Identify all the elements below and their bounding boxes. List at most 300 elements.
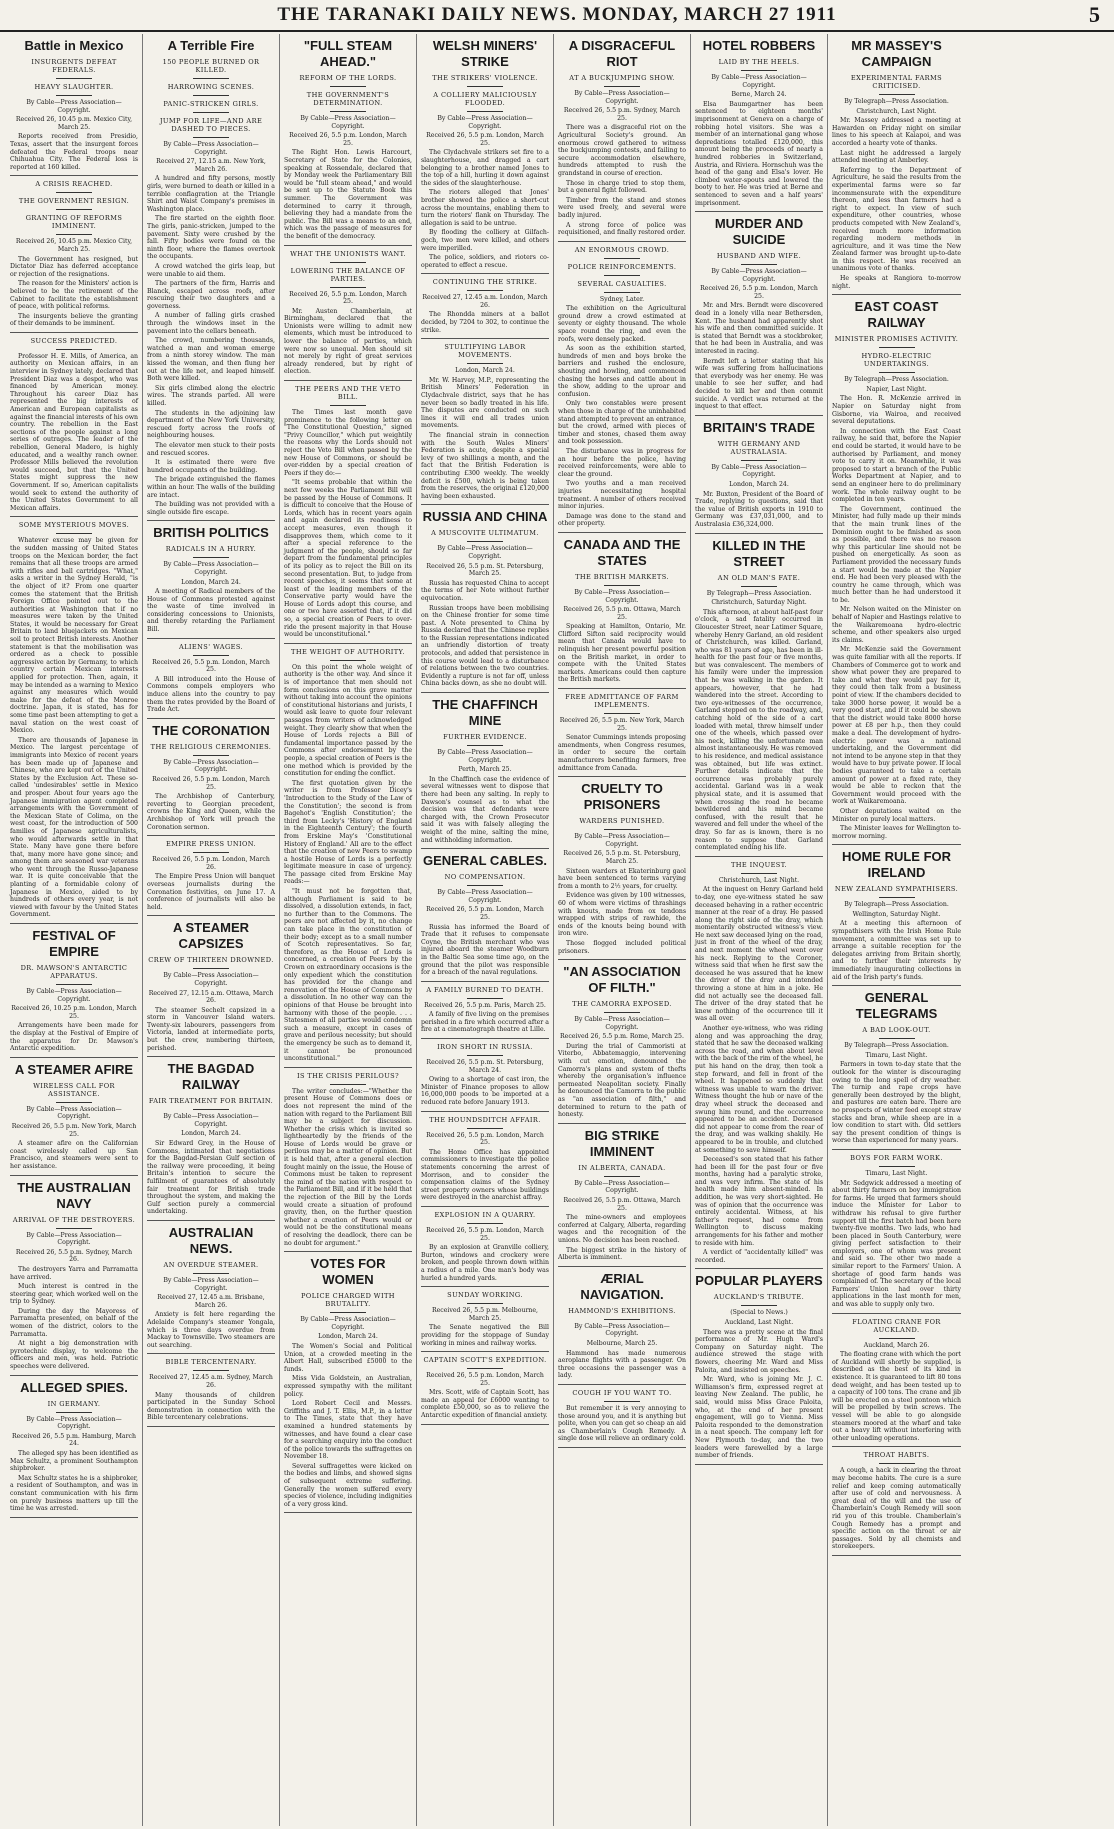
- newspaper-title: THE TARANAKI DAILY NEWS. MONDAY, MARCH 27 1911: [277, 4, 837, 25]
- subheading-rule: [56, 209, 92, 210]
- article-paragraph: Russia has informed the Board of Trade that it refuses to compensate Coyne, the British merchant who was injured aboard the steamer Woodburn in the Baltic Sea some time ago, on the ground that the pilot was responsible for a breach of the naval regulations.: [421, 923, 549, 977]
- article-divider: [10, 1175, 138, 1176]
- article: [695, 861, 823, 1270]
- article-subheading: FAIR TREATMENT FOR BRITAIN.: [148, 1097, 274, 1106]
- article-paragraph: Senator Cummings intends proposing amendments, when Congress resumes, in order to secure the certain manufacturers benefiting farmers, free admittance from Canada.: [558, 734, 686, 772]
- article-dateline: London, March 24.: [729, 480, 789, 488]
- article-paragraph: It is estimated there were five hundred occupants of the building.: [147, 459, 275, 474]
- article-credit: By Telegraph—Press Association.: [706, 589, 812, 597]
- article: [421, 509, 549, 693]
- article-dateline: Received 26, 5.5 p.m. London, March 25.: [426, 1226, 544, 1242]
- article-paragraph: At a meeting this afternoon of sympathisers with the Irish Home Rule movement, a committee was set up to arrange a suitable reception for the delegates arriving from Britain shortly, and to further their interests by immediately inaugurating collections in aid of the Irish party's funds.: [832, 920, 961, 981]
- article-credit: By Telegraph—Press Association.: [844, 376, 949, 384]
- article-paragraph: The Rhondda miners at a ballot decided, by 7204 to 302, to continue the strike.: [421, 311, 549, 334]
- article-divider: [695, 533, 823, 534]
- article-dateline: Received 26, 5.5 p.m. New York, March 25.: [559, 717, 685, 732]
- subheading-rule: [604, 258, 640, 259]
- subheading-rule: [193, 557, 229, 558]
- article-paragraph: The steamer Sechelt capsized in a storm in Vancouver Island waters. Twenty-six labourers, passengers from Victoria, landed at intermediate ports, but the crew, numbering thirteen, perished.: [147, 1006, 275, 1052]
- article-subheading: NO COMPENSATION.: [444, 873, 526, 882]
- article-paragraph: The building was not provided with a single outside fire escape.: [147, 501, 275, 516]
- article-paragraph: The insurgents believe the granting of their demands to be imminent.: [10, 312, 138, 328]
- article-dateline: Sydney, Later.: [599, 295, 645, 303]
- article-divider: [10, 923, 138, 924]
- article-paragraph: Whatever excuse may be given for the sudden massing of United States troops on the Mexican border, the fact remains that all these troops are armed with rifles and ball cartridges. "What," asks a writer in the Sydney Herald, "is the object of it? From one quarter comes the statement that the British Foreign Office pointed out to the authorities at Washington that if no measures were taken by the United States, it would be necessary for Great Britain to land bluejackets on Mexican soil to protect British interests. Another statement is that the mobilisation was ordered as a check to possible aggressive action by Germany, to which country certain Mexican interests applied for protection. Then, again, it may be intended as a warning to Mexico against any measures which would make for the defeat of the Monroe doctrine. Japan, it is stated, has for some time past been attempting to get a naval station on the west coast of Mexico.: [10, 537, 138, 735]
- article: [147, 643, 275, 719]
- article-subheading: COUGH IF YOU WANT TO.: [572, 1388, 672, 1397]
- article-subheading: CAPTAIN SCOTT'S EXPEDITION.: [423, 1356, 547, 1365]
- article-subheading: THROAT HABITS.: [863, 1451, 930, 1460]
- article-subheading: HEAVY SLAUGHTER.: [34, 83, 114, 91]
- article-subheading: WIRELESS CALL FOR ASSISTANCE.: [33, 1081, 115, 1098]
- subheading-rule: [741, 264, 777, 265]
- article-paragraph: Mr. McKenzie said the Government was quite familiar with all the reports. If Chambers of Commerce got to work and show what power they are prepared to take and what they would pay for it, they could then talk from a business point of view. If the chambers decided to take 3000 horse power, it would be a very good start, and if it could be shown that the district would take 8000 horse power at £8 per h.p., then they could make a deal. The development of hydro-electric power was a national undertaking, and the Government did not intend to be anyone step in that they would have to buy private power. If local bodies guaranteed to take a certain amount of power at a fixed rate, they would be able to reckon that the Government would proceed with the work at Waikaremoana.: [832, 646, 961, 806]
- article-dateline: Auckland, Last Night.: [724, 1319, 794, 1326]
- article-dateline: Received 26, 10.45 p.m. Mexico City, March 25.: [15, 116, 133, 131]
- article-paragraph: A verdict of "accidentally killed" was recorded.: [695, 1249, 823, 1264]
- article-paragraph: Elsa Baumgartner has been sentenced to eighteen months' imprisonment at Geneva on a charge of robbing hotel visitors. She was a member of an international gang whose depredations totalled £120,000, this amount being the proceeds of nearly a hundred robberies in Switzerland, Austria, and Riviera. Hornschuh was the head of the gang and Elsa's lover. He climbed water-spouts and lowered the booty to her. He was tried at Berne and sentenced to seven and a half years' imprisonment.: [695, 100, 823, 207]
- article-paragraph: A family of five living on the premises perished in a fire which occurred after a fire at a cinematograph theatre at Lille.: [421, 1011, 549, 1034]
- article-subheading: THE PEERS AND THE VETO BILL.: [295, 385, 401, 402]
- article-dateline: Received 26, 5.5 p.m. London, March 25.: [289, 132, 407, 147]
- article-paragraph: This afternoon, at about half-past four o'clock, a sad fatality occurred in Gloucester Street, near Latimer Square, whereby Henry Garland, an old resident of Christchurch, was killed. Garland, who was 81 years of age, has been in ill-health for the past four or five months, but was convalescent. The members of his family were under the impression that he was walking in the garden. It appears, however, that he had wandered into the street. According to two eye-witnesses of the occurrence, Garland stepped on to the roadway, and, catching hold of the side of a cart loaded with metal, threw himself under one of the wheels, which passed over his neck, killing the unfortunate man almost instantaneously. He was removed to his residence, and medical assistance was obtained, but life was extinct. Further details indicate that the occurrence was probably purely accidental. Garland was in a weak physical state, and it is assumed that when crossing the road he became bewildered and his mind became confused, with the result that he wavered and fell under the wheel of the dray. So far as is known, there is no reason to suppose that Garland contemplated ending his life.: [695, 608, 823, 852]
- article-subheading: WARDERS PUNISHED.: [579, 817, 665, 826]
- article-subheading: SOME MYSTERIOUS MOVES.: [18, 521, 130, 530]
- article-paragraph: Much interest is centred in the steering gear, which worked well on the trip to Sydney.: [10, 1283, 138, 1306]
- subheading-rule: [604, 1401, 640, 1402]
- article-paragraph: The Clydachvale strikers set fire to a slaughterhouse, and dragged a cart belonging to a brother named Jones to the top of a hill, hurling it down against the sides of the slaughterhouse.: [421, 149, 549, 187]
- article-paragraph: Those in charge tried to stop them, but a general fight followed.: [558, 179, 686, 195]
- article-divider: [10, 332, 138, 333]
- article-paragraph: Those flogged included political prisoners.: [558, 939, 686, 955]
- article-subheading: IRON SHORT IN RUSSIA.: [437, 1043, 533, 1052]
- subheading-rule: [193, 112, 229, 113]
- article-credit: By Cable—Press Association—Copyright.: [437, 115, 533, 130]
- article-subheading: WITH GERMANY AND AUSTRALASIA.: [717, 439, 801, 456]
- article-divider: [558, 532, 686, 533]
- article-paragraph: On this point the whole weight of authority is the other way. And since it is of importance that men should not form conclusions on this grave matter without taking into account the opinions of constitutional historians and jurists, I would ask leave to quote four relevant passages from writers of acknowledged weight. They clearly show that when the House of Lords rejects a Bill of fundamental importance passed by the Commons after endorsement by the people, a special creation of Peers is the one method which is provided by the constitution for ending the conflict.: [284, 663, 412, 778]
- article-dateline: London, March 24.: [181, 1130, 241, 1138]
- subheading-rule: [330, 287, 366, 288]
- article-subheading: A MUSCOVITE ULTIMATUM.: [431, 529, 539, 538]
- article-divider: [147, 1426, 275, 1427]
- article-subheading: IN ALBERTA, CANADA.: [578, 1163, 666, 1172]
- article-paragraph: The students in the adjoining law department of the New York University, rescued forty across the roofs of neighbouring houses.: [147, 409, 275, 440]
- article-credit: By Cable—Press Association—Copyright.: [574, 90, 670, 105]
- article-subheading: HAMMOND'S EXHIBITIONS.: [568, 1306, 676, 1315]
- article-divider: [284, 1512, 412, 1513]
- article-divider: [421, 1111, 549, 1112]
- subheading-rule: [193, 755, 229, 756]
- article-credit: By Cable—Press Association—Copyright.: [711, 268, 807, 283]
- article-divider: [421, 1038, 549, 1039]
- subheading-rule: [467, 1223, 503, 1224]
- article-paragraph: Other deputations waited on the Minister on purely local matters.: [832, 807, 961, 823]
- article-paragraph: The police, soldiers, and rioters co-operated to effect a rescue.: [421, 254, 549, 269]
- article-headline: THE CORONATION: [152, 722, 270, 738]
- article-paragraph: The rioters alleged that Jones' brother showed the police a short-cut across the mountains, enabling them to turn the rioters' flank on Thursday. The allegation is said to be untrue.: [421, 189, 549, 227]
- subheading-rule: [56, 78, 92, 79]
- subheading-rule: [330, 86, 366, 87]
- article: [10, 928, 138, 1058]
- article-paragraph: Many thousands of children participated in the Sunday School demonstration in connection with the Bible tercentenary celebrations.: [147, 1391, 275, 1422]
- article-dateline: Melbourne, March 25.: [586, 1339, 658, 1347]
- article-paragraph: The exhibition on the Agricultural ground drew a crowd estimated at seventy or eighty thousand. The whole space round the ring, and even the roofs, were densely packed.: [558, 305, 686, 343]
- subheading-rule: [741, 1305, 777, 1306]
- article-divider: [284, 1251, 412, 1252]
- article: [10, 38, 138, 176]
- article-dateline: Perth, March 25.: [458, 766, 512, 774]
- article-divider: [421, 1286, 549, 1287]
- article-paragraph: The Government, continued the Minister, had fully made up their minds that the main trunk lines of the Dominion ought to be finished as soon as possible, and there was no reason why this particular line should not be pushed on energetically. As soon as Parliament provided the necessary funds a start would be made at the Napier end. He had been very pleased with the country he came through, which was much better than he had understood it to be.: [832, 505, 961, 604]
- article-dateline: Received 26, 5.5 p.m. St. Petersburg, March 24.: [426, 1059, 544, 1074]
- article-headline: A Terrible Fire: [167, 38, 255, 53]
- article-subheading: A CRISIS REACHED.: [35, 180, 113, 189]
- article: [284, 250, 412, 382]
- article: [695, 216, 823, 416]
- article-headline: BRITAIN'S TRADE: [703, 419, 815, 435]
- article: [558, 537, 686, 689]
- subheading-rule: [193, 968, 229, 969]
- article-credit: By Cable—Press Association—Copyright.: [300, 1316, 396, 1331]
- subheading-rule: [56, 1228, 92, 1229]
- article: [284, 1072, 412, 1252]
- page-number: 5: [1089, 2, 1100, 27]
- article-headline: THE CHAFFINCH MINE: [432, 697, 538, 729]
- article-subheading: HUSBAND AND WIFE.: [716, 252, 802, 261]
- article-credit: By Cable—Press Association—Copyright.: [437, 889, 533, 904]
- subheading-rule: [193, 95, 229, 96]
- article-subheading: A FAMILY BURNED TO DEATH.: [426, 985, 544, 994]
- article-paragraph: The alleged spy has been identified as Max Schultz, a prominent Southampton shipbroker.: [10, 1450, 138, 1473]
- article: [558, 1128, 686, 1267]
- article-subheading: POLICE REINFORCEMENTS.: [567, 262, 677, 271]
- article-subheading: DR. MAWSON'S ANTARCTIC APPARATUS.: [20, 964, 128, 981]
- article-credit: By Cable—Press Association—Copyright.: [26, 988, 122, 1003]
- subheading-rule: [56, 349, 92, 350]
- article-paragraph: Reports received from Presidio, Texas, assert that the insurgent forces defeated the Federal troops near Chihuahua City. The Federal loss is reported at 160 killed.: [10, 133, 138, 171]
- article: [421, 1116, 549, 1207]
- article-subheading: SEVERAL CASUALTIES.: [577, 279, 667, 288]
- article-credit: By Cable—Press Association—Copyright.: [437, 545, 533, 560]
- subheading-rule: [193, 1370, 229, 1371]
- article-divider: [832, 985, 961, 986]
- article-divider: [558, 959, 686, 960]
- article-paragraph: Sir Edward Grey, in the House of Commons, intimated that negotiations for the Bagdad-Persian Gulf section of the railway were proceeding, it being Britain's intention to secure the fulfilment of guarantees of absolutely fair treatment for British trade throughout the system, and making the Gulf section purely a commercial undertaking.: [147, 1140, 275, 1216]
- article-paragraph: The biggest strike in the history of Alberta is imminent.: [558, 1246, 686, 1262]
- article: [284, 648, 412, 1068]
- subheading-rule: [467, 86, 503, 87]
- article-paragraph: During the trial of Cammoristi at Viterbo, Abbatemaggio, intervening with cut emotion, denounced the Camorra's plans and system of thefts whereby the organisation's influence permeated Neapolitan society. Finally he denounced the Camorra to the public as "an association of filth," and determined to return to the path of honesty.: [558, 1042, 686, 1119]
- article-subheading: 150 PEOPLE BURNED OR KILLED.: [162, 58, 260, 74]
- article-divider: [695, 415, 823, 416]
- article-dateline: Received 26, 5.5 p.m. Rome, March 25.: [560, 1033, 684, 1041]
- article-divider: [10, 516, 138, 517]
- article-subheading: AN ENORMOUS CROWD.: [574, 245, 670, 254]
- article-divider: [695, 211, 823, 212]
- article-subheading: A BAD LOOK-OUT.: [862, 1026, 931, 1035]
- article-subheading: AUCKLAND'S TRIBUTE.: [713, 1293, 805, 1302]
- article: [832, 1451, 961, 1556]
- article-subheading: IS THE CRISIS PERILOUS?: [296, 1071, 400, 1080]
- article-paragraph: Hammond has made numerous aeroplane flights with a passenger. On three occasions the passenger was a lady.: [558, 1349, 686, 1380]
- article-dateline: Received 26, 5.5 p.m. London, March 25.: [426, 1372, 544, 1387]
- article-dateline: Timaru, Last Night.: [865, 1169, 928, 1177]
- article-paragraph: By an explosion at Granville colliery, Burton, windows and crockery were broken, and people thrown down within a radius of a mile. One man's body was hurled a hundred yards.: [421, 1244, 549, 1282]
- article-divider: [558, 1447, 686, 1448]
- article-paragraph: Several suffragettes were kicked on the bodies and limbs, and showed signs of subsequent extreme suffering. Generally the women suffered every species of violence, including indignities of a very gross kind.: [284, 1462, 412, 1508]
- article: [10, 1062, 138, 1176]
- article-subheading: EXPLOSION IN A QUARRY.: [434, 1210, 536, 1219]
- article-credit: By Cable—Press Association—Copyright.: [574, 833, 670, 848]
- subheading-rule: [56, 95, 92, 96]
- subheading-rule: [193, 1109, 229, 1110]
- article-headline: CRUELTY TO PRISONERS: [581, 781, 663, 813]
- article-dateline: Received 26, 5.5 p.m. St. Petersburg, March 25.: [426, 562, 544, 578]
- subheading-rule: [467, 885, 503, 886]
- subheading-rule: [193, 852, 229, 853]
- article-paragraph: The writer concludes:—"Whether the present House of Commons does or does not represent the mind of the nation with regard to the Parliament Bill may be a subject for discussion. Whether the crisis which is invited so lightheartedly by the friends of the House of Lords would be grave or perilous may be a matter of opinion. But it is held that, after a general election fought mainly on the issue, the House of Commons must be taken to represent the mind of the nation with respect to the Parliament Bill, and if it be held that the rejection of the Bill by the Lords would create a situation of profound gravity, then, on the further question whether a creation of Peers would or would not be the constitutional means of resolving the deadlock, there can be no doubt for argument.": [284, 1087, 412, 1247]
- article-paragraph: The Times last month gave prominence to the following letter on "The Constitutional Question," signed "Privy Councillor," which put weightily the reasons why the Lords should not reject the Veto Bill when passed by the new House of Commons, or should be over-ridden by a special creation of Peers if they do:—: [284, 409, 412, 477]
- subheading-rule: [56, 1102, 92, 1103]
- article-paragraph: The Minister leaves for Wellington to-morrow morning.: [832, 825, 961, 840]
- article-dateline: London, March 24.: [181, 578, 241, 586]
- article-dateline: Received 27, 12.45 a.m. Brisbane, March 26.: [157, 1294, 265, 1309]
- article-headline: BIG STRIKE IMMINENT: [584, 1127, 660, 1159]
- article-credit: By Cable—Press Association—Copyright.: [26, 99, 122, 114]
- article-divider: [284, 245, 412, 246]
- article-credit: By Cable—Press Association—Copyright.: [163, 972, 259, 987]
- article-subheading: FURTHER EVIDENCE.: [443, 733, 527, 742]
- article-dateline: Received 27, 12.15 a.m. Ottawa, March 26.: [148, 989, 274, 1005]
- subheading-rule: [467, 541, 503, 542]
- article-divider: [147, 718, 275, 719]
- article-subheading: THE GOVERNMENT RESIGN.: [18, 197, 130, 206]
- article-headline: "FULL STEAM AHEAD.": [303, 38, 393, 69]
- article-credit: By Telegraph—Press Association.: [844, 901, 949, 909]
- newspaper-columns: [6, 34, 1108, 1826]
- article-divider: [10, 1517, 138, 1518]
- article: [284, 38, 412, 246]
- article: [147, 840, 275, 916]
- article-subheading: AN OLD MAN'S FATE.: [717, 573, 801, 582]
- subheading-rule: [604, 585, 640, 586]
- article-subheading: INSURGENTS DEFEAT FEDERALS.: [31, 58, 117, 74]
- article-dateline: Received 26, 5.5 p.m. St. Petersburg, March 25.: [563, 850, 681, 865]
- article-dateline: Received 26, 5.5 p.m. Paris, March 25.: [424, 1001, 546, 1009]
- article-subheading: SUCCESS PREDICTED.: [30, 336, 118, 345]
- article: [147, 38, 275, 521]
- article-paragraph: A hundred and fifty persons, mostly girls, were burned to death or killed in a terrible conflagration at the Triangle Shirt and Waist Company's premises in Washington place.: [147, 175, 275, 213]
- article: [832, 1318, 961, 1448]
- article-credit: By Cable—Press Association—Copyright.: [163, 758, 259, 774]
- article-paragraph: The financial strain in connection with the South Wales Miners' Federation is acute, despite a special levy of two shillings a month, and the fact that the British Federation is contributing £300 weekly. The weekly deficit is £500, which is being taken from the reserves, the original £120,000 having been exhausted.: [421, 432, 549, 500]
- article: [421, 278, 549, 339]
- article-headline: Battle in Mexico: [24, 38, 124, 53]
- article-dateline: Received 26, 5.5 p.m. London, March 25.: [152, 658, 270, 674]
- subheading-rule: [604, 1319, 640, 1320]
- article-headline: GENERAL TELEGRAMS: [855, 990, 938, 1022]
- article: [147, 920, 275, 1057]
- article-paragraph: A strong force of police was requisitioned, and finally restored order.: [558, 221, 686, 237]
- article-dateline: Received 27, 12.15 a.m. New York, March 26.: [156, 158, 266, 173]
- article: [558, 693, 686, 777]
- subheading-rule: [330, 1312, 366, 1313]
- article: [10, 1180, 138, 1376]
- article-paragraph: The reason for the Ministers' action is believed to be the retirement of the Cabinet to facilitate the establishment of peace, with political reforms.: [10, 280, 138, 311]
- article-headline: VOTES FOR WOMEN: [310, 1256, 386, 1288]
- subheading-rule: [604, 713, 640, 714]
- article-divider: [10, 1057, 138, 1058]
- article-paragraph: The Home Office has appointed commissioners to investigate the police statements concerning the arrest of Morrison, and to consider the compensation claims of the Sydney street property owners whose buildings were destroyed in the anarchist affray.: [421, 1148, 549, 1202]
- article-paragraph: Berndt left a letter stating that his wife was suffering from hallucinations that everybody was her enemy. He was unable to see her suffer, and had decided to kill her and then commit suicide. A verdict was returned at the inquest to that effect.: [695, 357, 823, 411]
- subheading-rule: [604, 292, 640, 293]
- article: [10, 521, 138, 924]
- article-paragraph: A number of falling girls crashed through the windows inset in the pavement into the cellars beneath.: [147, 312, 275, 335]
- article-paragraph: The brigade extinguished the flames within an hour. The walls of the building are intact.: [147, 476, 275, 499]
- article-divider: [421, 1206, 549, 1207]
- article-credit: By Cable—Press Association—Copyright.: [163, 141, 259, 156]
- article-divider: [832, 1313, 961, 1314]
- article-divider: [284, 643, 412, 644]
- article-subheading: THE WEIGHT OF AUTHORITY.: [291, 647, 405, 656]
- article-paragraph: Anxiety is felt here regarding the Adelaide Company's steamer Yongala, which is three days overdue from Mackay to Townsville. Two steamers are out searching.: [147, 1311, 275, 1349]
- article-divider: [558, 1384, 686, 1385]
- article-dateline: Received 26, 5.5 p.m. Ottawa, March 25.: [563, 1197, 681, 1212]
- article-paragraph: The fire started on the eighth floor. The girls, panic-stricken, jumped to the pavement. Sixty were crushed by the fall. Fifty bodies were found on the ninth floor, where the flames overtook the occupants.: [147, 215, 275, 261]
- article-subheading: BOYS FOR FARM WORK.: [850, 1153, 943, 1162]
- article: [695, 538, 823, 857]
- article: [421, 986, 549, 1039]
- article-dateline: Auckland, March 26.: [863, 1341, 930, 1349]
- article-paragraph: By flooding the colliery at Gilfach-goch, two men were killed, and others were imperilled.: [421, 229, 549, 252]
- article-subheading: FREE ADMITTANCE OF FARM IMPLEMENTS.: [565, 693, 679, 710]
- article-dateline: Received 26, 5.5 p.m. London, March 25.: [426, 132, 544, 147]
- article-subheading: NEW ZEALAND SYMPATHISERS.: [834, 885, 959, 894]
- article-subheading: HYDRO-ELECTRIC UNDERTAKINGS.: [861, 352, 932, 369]
- article: [147, 1061, 275, 1221]
- article-subheading: LAID BY THE HEELS.: [718, 58, 800, 66]
- article-credit: By Telegraph—Press Association.: [844, 98, 949, 105]
- article-paragraph: The floating crane with which the port of Auckland will shortly be supplied, is described as the best of its kind in existence. It is guaranteed to lift 80 tons dead weight, and has been tested up to a capacity of 100 tons. The crane and jib will be erected on a steel pontoon which will be propelled by twin screws. The vessel will be able to go alongside steamers moored at the wharf and take out a heavy lift without interfering with other unloading operations.: [832, 1351, 962, 1442]
- article-divider: [421, 848, 549, 849]
- article-divider: [421, 1424, 549, 1425]
- subheading-rule: [879, 1338, 915, 1339]
- article-divider: [558, 1123, 686, 1124]
- article-paragraph: Referring to the Department of Agriculture, he said the results from the experimental farms were so far incommensurate with the expenditure thereon, and less than farmers had a right to expect. In view of such expenditure, other countries, whose products competed with New Zealand's, received much more information regarding modern methods in agriculture, and it was time the New Zealand farmer was brought up-to-date in this respect. He was received an unanimous vote of thanks.: [832, 166, 961, 273]
- article: [421, 853, 549, 982]
- article-credit: By Cable—Press Association—Copyright.: [26, 1415, 122, 1431]
- article-divider: [284, 1067, 412, 1068]
- article-paragraph: The destroyers Yarra and Parramatta have arrived.: [10, 1265, 138, 1281]
- article-subheading: MINISTER PROMISES ACTIVITY.: [834, 335, 959, 344]
- article-divider: [558, 1266, 686, 1267]
- article-headline: ALLEGED SPIES.: [20, 1379, 128, 1395]
- article-paragraph: Russia has requested China to accept the terms of her Note without further equivocation.: [421, 579, 549, 602]
- article-subheading: ARRIVAL OF THE DESTROYERS.: [12, 1215, 136, 1224]
- article-credit: (Special to News.): [730, 1309, 788, 1317]
- article-divider: [147, 835, 275, 836]
- article-paragraph: The crowd, numbering thousands, watched a man and woman emerge from a ninth storey window. The man kissed the woman, and then flung her out at the life net, and leaped himself. Both were killed.: [147, 337, 275, 383]
- article-headline: GENERAL CABLES.: [423, 853, 547, 869]
- subheading-rule: [56, 533, 92, 534]
- article-headline: CANADA AND THE STATES: [563, 536, 681, 568]
- column-3: [280, 34, 417, 1826]
- article-paragraph: Mrs. Scott, wife of Captain Scott, has made an appeal for £6000 wanting to complete £50,000, so as to relieve the Antarctic expedition of financial anxiety.: [421, 1389, 549, 1420]
- article-headline: HOME RULE FOR IRELAND: [841, 849, 952, 881]
- article-subheading: LOWERING THE BALANCE OF PARTIES.: [290, 266, 406, 283]
- article-paragraph: Mr. Sedgwick addressed a meeting of about thirty farmers on boy immigration for farms. He urged that farmers should induce the Minister for Labor to withdraw his refusal to give further support till the first batch had been here twenty-five months. Two lads, who had been placed in South Canterbury, were giving perfect satisfaction to their employers, one of whom was present and said so. The other two made a similar report to the Farmers' Union. A shortage of good farm hands was complained of. The secretary of the local Farmers' Union had over thirty applications in the last month for men, and was able to supply only two.: [832, 1179, 961, 1309]
- subheading-rule: [467, 1368, 503, 1369]
- article-paragraph: Last night he addressed a largely attended meeting at Amberley.: [832, 149, 961, 165]
- article-credit: By Telegraph—Press Association.: [844, 1042, 949, 1050]
- article-divider: [832, 844, 961, 845]
- article-paragraph: Sixteen warders at Ekaterinburg gaol have been sentenced to terms varying from a month to 2½ years, for cruelty.: [558, 867, 686, 890]
- subheading-rule: [879, 94, 915, 95]
- article-headline: WELSH MINERS' STRIKE: [432, 38, 538, 69]
- article-dateline: Received 26, 5.5 p.m. London, March 25.: [700, 285, 818, 300]
- article-paragraph: The Empire Press Union will banquet overseas journalists during the Coronation festivities, on June 17. A conference of journalists will also be held.: [147, 873, 275, 911]
- article-paragraph: Max Schultz states he is a shipbroker, a resident of Southampton, and was in constant communication with his firm on purely business matters up till the time he was arrested.: [10, 1474, 138, 1513]
- article-paragraph: The Senate negatived the Bill providing for the stoppage of Sunday working in mines and railway works.: [421, 1324, 549, 1347]
- article-dateline: Napier, Last Night.: [866, 385, 927, 393]
- article-subheading: PANIC-STRICKEN GIRLS.: [163, 100, 259, 108]
- column-2: [143, 34, 280, 1826]
- article-divider: [147, 915, 275, 916]
- article-paragraph: In connection with the East Coast railway, he said that, before the Napier end could be started, it would have to be authorised by Parliament, and money vote to carry it on. Meanwhile, it was proposed to start a branch of the Public Works Department at Napier, and to send an engineer here to do preliminary work. The whole railway ought to be completed in ten years.: [832, 427, 961, 504]
- article-credit: By Cable—Press Association—Copyright.: [574, 1322, 670, 1338]
- article-credit: By Cable—Press Association—Copyright.: [437, 749, 533, 764]
- article-paragraph: A meeting of Radical members of the House of Commons protested against the waste of time involved in considering concessions to Unionists, and thereby retarding the Parliament Bill.: [147, 588, 275, 634]
- article-dateline: Received 26, 10.45 p.m. Mexico City, March 25.: [15, 238, 133, 253]
- article-divider: [147, 1353, 275, 1354]
- article-divider: [832, 1149, 961, 1150]
- article: [695, 1273, 823, 1464]
- article-paragraph: Damage was done to the stand and other property.: [558, 512, 686, 528]
- article: [558, 38, 686, 242]
- subheading-rule: [467, 998, 503, 999]
- article-subheading: THE HOUNDSDITCH AFFAIR.: [429, 1115, 541, 1124]
- article-divider: [832, 294, 961, 295]
- article-divider: [695, 856, 823, 857]
- article-dateline: Received 26, 5.5 p.m. London, March 25.: [426, 1131, 544, 1147]
- article-subheading: CONTINUING THE STRIKE.: [432, 278, 538, 287]
- article-dateline: Received 26, 5.5 p.m. Sydney, March 26.: [15, 1248, 133, 1264]
- article: [421, 1291, 549, 1352]
- article-credit: By Cable—Press Association—Copyright.: [163, 561, 259, 576]
- article-paragraph: There was a pretty scene at the final performance of Mr. Hugh Ward's Company on Saturday night. The audience strewed the stage with flowers, cheering Mr. Ward and Miss Paloita, and insisted on speeches.: [695, 1328, 823, 1374]
- article-divider: [147, 520, 275, 521]
- article-headline: "AN ASSOCIATION OF FILTH.": [563, 964, 681, 996]
- article-headline: THE AUSTRALIAN NAVY: [17, 1179, 131, 1211]
- article-paragraph: There are thousands of Japanese in Mexico. The largest percentage of immigrants into Mexico of recent years has been made up of Japanese and Chinese, who are kept out of the United States by the Exclusion Act. These so-called 'undesirables' settle in Mexico and prosper. About four years ago the Japanese immigration agent completed arrangements with the Government of the Mexican State of Colima, on the west coast, for the introduction of 500 families of Japanese agriculturalists, who would afterwards settle in that State. Many have gone there before that, many more have gone since; and among them are seasoned war veterans who went through the Russo-Japanese war. It is quite conceivable that the planting of a formidable colony of Japanese in Mexico, aided to by hundreds of others every year, is not viewed with favour by the United States Government.: [10, 736, 138, 919]
- article-divider: [558, 241, 686, 242]
- article-dateline: Christchurch, Last Night.: [856, 107, 937, 115]
- article-paragraph: Professor H. E. Mills, of America, an authority on Mexican affairs, in an interview in Sydney lately, declared that President Diaz was a despot, who was financed by American money. Throughout his career Diaz has represented the big interests of American and European capitalists as against the financial interests of his own country. The rebellion in the East sections of the people against a long series of outrages. The leader of the rebellion, General Madero, is highly educated, and a wealthy ranch owner. Professor Mills believed the revolution would succeed, but that the United States might suppress the new Government. If so, American capitalists would seek to extend the authority of the United States Government to all Mexican affairs.: [10, 352, 138, 512]
- article-dateline: Received 26, 5.5 p.m. London, March 25.: [152, 776, 270, 791]
- article-subheading: AT A BUCKJUMPING SHOW.: [569, 74, 675, 82]
- article-subheading: A COLLIERY MALICIOUSLY FLOODED.: [433, 91, 537, 107]
- article-paragraph: Russian troops have been mobilising on the Chinese frontier for some time past. A Note presented to China by Russia declared that the Chinese replies to the Russian representations indicated an unfriendly distortion of treaty protocols, and added that persistence in this course would lead to a disturbance of relations between the two countries. Evidently a rupture is not far off, unless China backs down, as she no doubt will.: [421, 604, 549, 688]
- article-dateline: London, March 24.: [455, 367, 515, 375]
- column-1: [6, 34, 143, 1826]
- article-headline: EAST COAST RAILWAY: [854, 299, 939, 331]
- article-subheading: CREW OF THIRTEEN DROWNED.: [148, 956, 274, 965]
- article-paragraph: At the inquest on Henry Garland held to-day, one eye-witness stated he saw deceased behaving in a rather eccentric manner at the rear of a dray. He passed along the right side of the dray, which momentarily obstructed witness's view. He next saw deceased lying on the road, just in front of the wheel of the dray, and next moment the wheel went over his neck. Replying to the Coroner, witness said that when he first saw the deceased he was assured that he knew the driver of the dray and intended throwing a stone at him in a joke. He did not actually see the deceased fall. The driver of the dray stated that he knew nothing of the occurrence till it was all over.: [695, 886, 823, 1023]
- article-divider: [558, 688, 686, 689]
- article-paragraph: Mr. Nelson waited on the Minister on behalf of Napier and Hastings relative to the Waikaremoana hydro-electric scheme, and other speakers also urged its claims.: [832, 606, 961, 644]
- article: [421, 1356, 549, 1425]
